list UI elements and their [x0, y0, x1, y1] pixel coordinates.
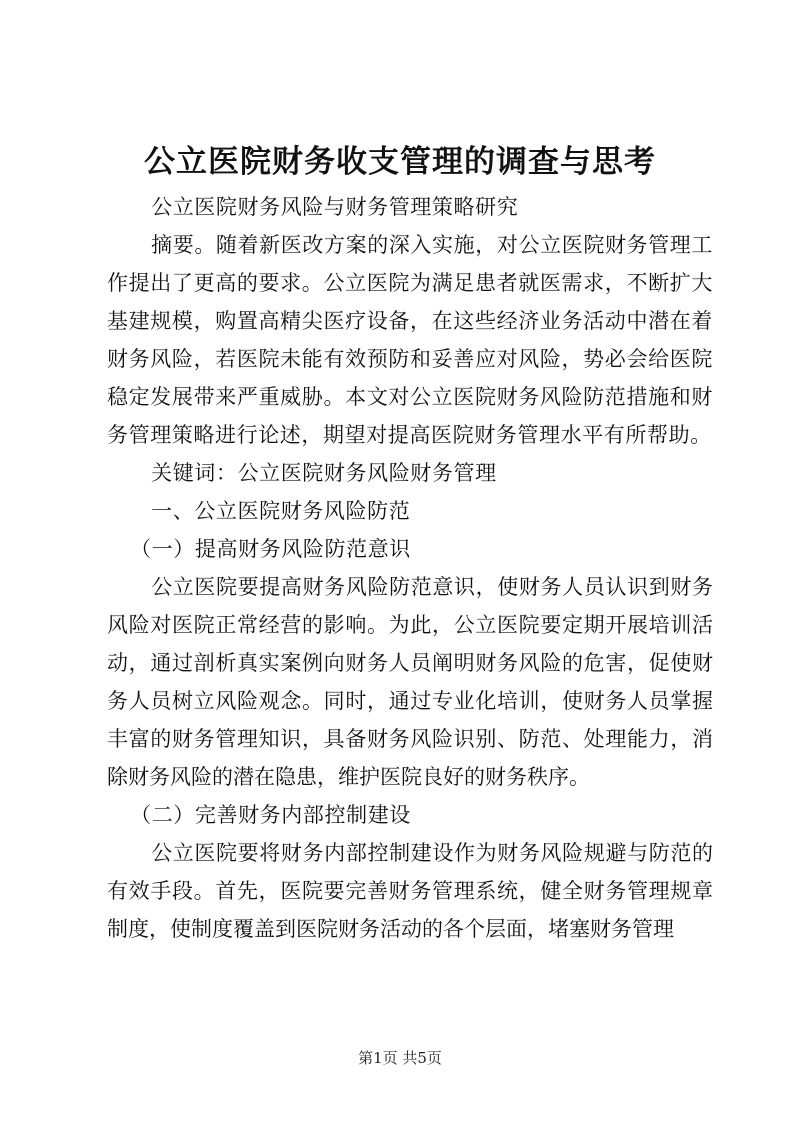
subsection-heading: （二）完善财务内部控制建设 [130, 803, 411, 827]
keywords-line: 关键词：公立医院财务风险财务管理 [151, 461, 497, 485]
body-paragraph: 公立医院要将财务内部控制建设作为财务风险规避与防范的有效手段。首先，医院要完善财务管理系统，健全财务管理规章制度，使制度覆盖到医院财务活动的各个层面，堵塞财务管理 [107, 841, 713, 941]
section-heading: 一、公立医院财务风险防范 [151, 499, 411, 523]
page-footer: 第1页 共5页 [358, 1049, 442, 1067]
abstract-paragraph: 摘要。随着新医改方案的深入实施，对公立医院财务管理工作提出了更高的要求。公立医院为满足患者就医需求，不断扩大基建规模，购置高精尖医疗设备，在这些经济业务活动中潜在着财务风险，若医院未能有效预防和妥善应对风险，势必会给医院稳定发展带来严重威胁。本文对公立医院财务风险防范措施和财务管理策略进行论述，期望对提高医院财务管理水平有所帮助。 [107, 233, 713, 447]
subsection-heading: （一）提高财务风险防范意识 [130, 537, 411, 561]
document-title: 公立医院财务收支管理的调查与思考 [144, 144, 656, 180]
subtitle: 公立医院财务风险与财务管理策略研究 [151, 195, 519, 219]
body-paragraph: 公立医院要提高财务风险防范意识，使财务人员认识到财务风险对医院正常经营的影响。为此，公立医院要定期开展培训活动，通过剖析真实案例向财务人员阐明财务风险的危害，促使财务人员树立风险观念。同时，通过专业化培训，使财务人员掌握丰富的财务管理知识，具备财务风险识别、防范、处理能力，消除财务风险的潜在隐患，维护医院良好的财务秩序。 [107, 575, 713, 789]
document-body [107, 188, 713, 948]
